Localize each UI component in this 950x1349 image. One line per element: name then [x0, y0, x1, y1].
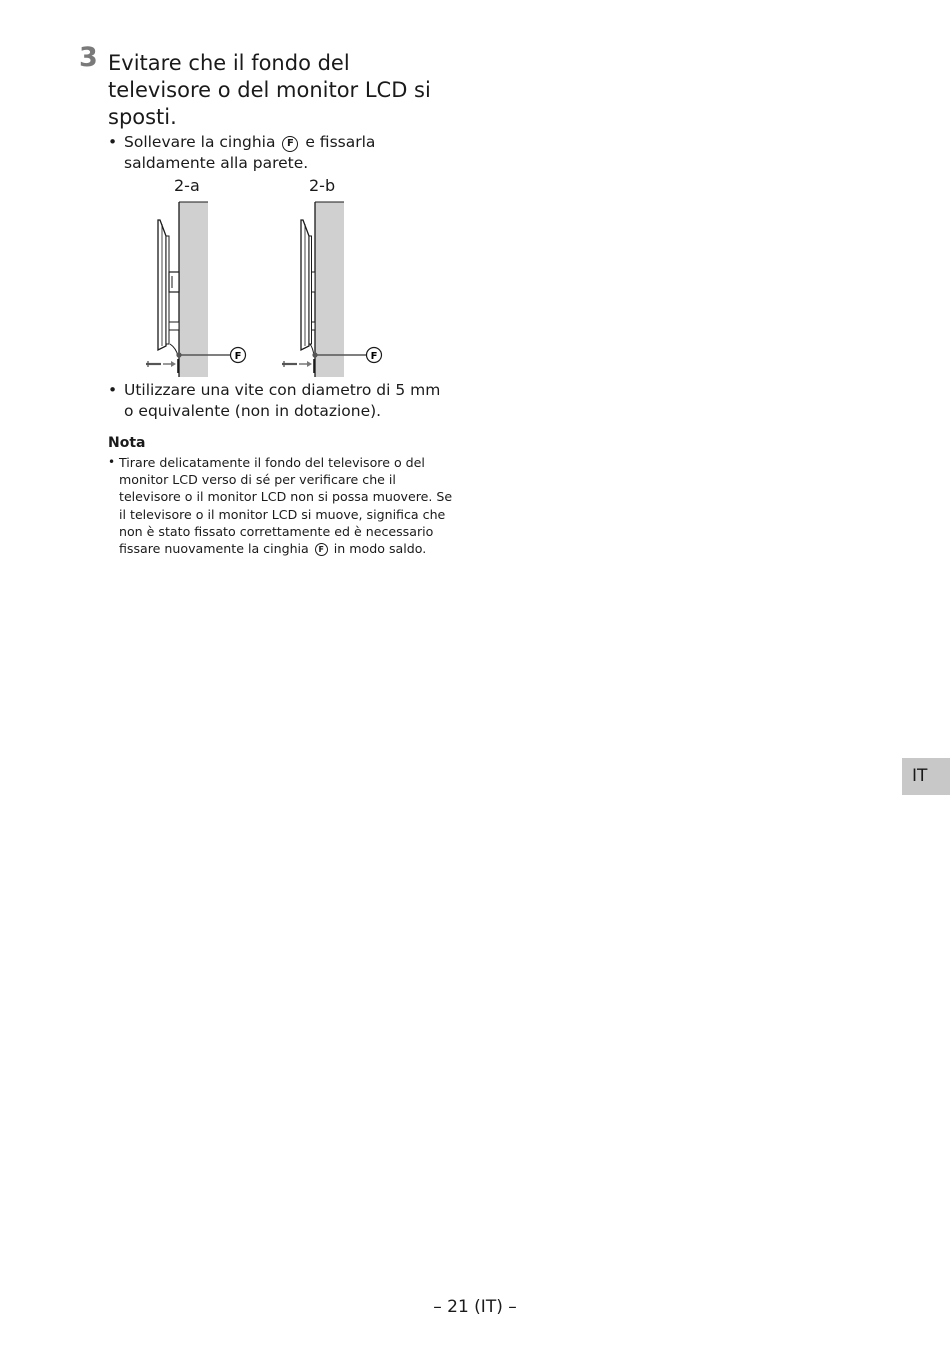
strap-callout-label: F	[234, 351, 242, 362]
diagram-2b	[282, 202, 382, 377]
language-tab: IT	[902, 758, 950, 795]
note-text	[108, 454, 453, 557]
strap-f-badge: F	[315, 543, 328, 556]
bullet-text: Utilizzare una vite con diametro di 5 mm o equivalente (non in dotazione).	[124, 381, 441, 420]
note-title: Nota	[108, 435, 146, 451]
wall	[315, 202, 344, 377]
bullet-screw-diameter	[108, 380, 453, 421]
note-text-before: Tirare delicatamente il fondo del televisore o del monitor LCD verso di sé per verificare che il televisore o il monitor LCD non si possa muovere. Se il televisore o il monitor LCD si muove, significa che non è stato fissato correttamente ed è necessario fissare nuovamente la cinghia	[119, 455, 453, 557]
step-title: Evitare che il fondo del televisore o del monitor LCD si sposti.	[108, 51, 431, 129]
wall-bracket	[312, 272, 316, 292]
strap-f-badge: F	[282, 136, 298, 152]
page-number: – 21 (IT) –	[433, 1297, 517, 1317]
wall-mount-diagram	[140, 176, 400, 381]
note-text-after: in modo saldo.	[329, 541, 427, 557]
figure-label-2b: 2-b	[309, 176, 336, 195]
note-bullet-marker: •	[108, 455, 116, 469]
bullet-text-before: Sollevare la cinghia	[124, 133, 281, 151]
note-body	[108, 454, 453, 557]
bullet-marker: •	[108, 381, 118, 399]
bullet-text	[108, 132, 453, 173]
bullet-text-after: e fissarla saldamente alla parete.	[124, 133, 376, 172]
step-number: 3	[79, 42, 98, 73]
strap-callout-label: F	[370, 351, 378, 362]
bullet-marker: •	[108, 133, 118, 151]
bullet-lift-strap	[108, 132, 453, 173]
strap-installation-figure	[140, 176, 400, 381]
wall-bracket	[169, 272, 179, 292]
diagram-2a	[146, 202, 246, 377]
figure-label-2a: 2-a	[174, 176, 200, 195]
wall	[179, 202, 208, 377]
